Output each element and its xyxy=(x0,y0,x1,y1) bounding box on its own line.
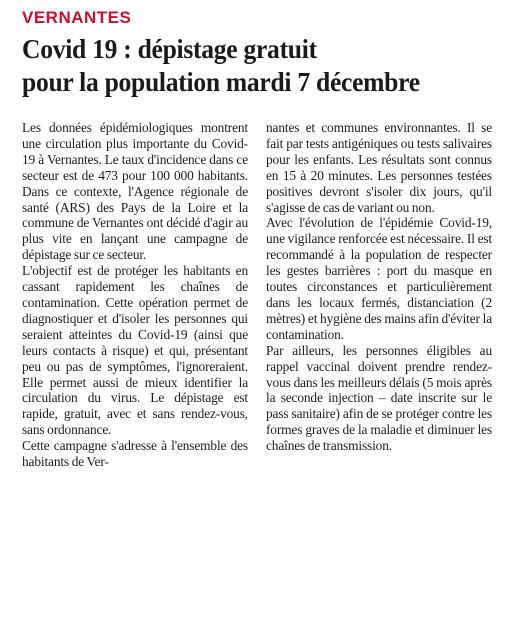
column-right xyxy=(266,120,492,470)
paragraph: Les données épidémiologiques montrent une circulation plus importante du Covid-19 à Vernantes. Le taux d'incidence dans ce secteur est de 473 pour 100 000 habitants. Dans ce contexte, l'Agence régionale de santé (ARS) des Pays de la Loire et la commune de Vernantes ont décidé d'agir au plus vite en lançant une campagne de dépistage sur ce secteur. xyxy=(22,120,248,263)
headline-line-1: Covid 19 : dépistage gratuit xyxy=(22,33,317,64)
paragraph: L'objectif est de protéger les habitants en cassant rapidement les chaînes de contamination. Cette opération permet de diagnostiquer et d'isoler les personnes qui seraient atteintes du Covid-19 (ainsi que leurs contacts à risque) et qui, présentant peu ou pas de symptômes, l'ignoreraient. Elle permet aussi de mieux identifier la circulation du virus. Le dépistage est rapide, gratuit, avec et sans rendez-vous, sans ordonnance. xyxy=(22,263,248,438)
article-body xyxy=(22,120,492,470)
article xyxy=(22,8,492,470)
paragraph: Avec l'évolution de l'épidémie Covid-19, une vigilance renforcée est nécessaire. Il est recommandé à la population de respecter les gestes barrières : port du masque en toutes circonstances et particulièrement dans les locaux fermés, distanciation (2 mètres) et hygiène des mains afin d'éviter la contamination. xyxy=(266,215,492,342)
column-left xyxy=(22,120,248,470)
headline xyxy=(22,32,459,98)
paragraph: Par ailleurs, les personnes éligibles au rappel vaccinal doivent prendre rendez-vous dans les meilleurs délais (5 mois après la seconde injection – date inscrite sur le pass sanitaire) afin de se protéger contre les formes graves de la maladie et diminuer les chaînes de transmission. xyxy=(266,342,492,454)
headline-line-2: pour la population mardi 7 décembre xyxy=(22,66,420,97)
section-kicker: VERNANTES xyxy=(22,8,132,27)
paragraph: Cette campagne s'adresse à l'ensemble des habitants de Ver- xyxy=(22,438,248,470)
paragraph: nantes et communes environnantes. Il se fait par tests antigéniques ou tests salivaires pour les enfants. Les résultats sont connus en 15 à 20 minutes. Les personnes testées positives devront s'isoler dix jours, qu'il s'agisse de cas de variant ou non. xyxy=(266,120,492,215)
